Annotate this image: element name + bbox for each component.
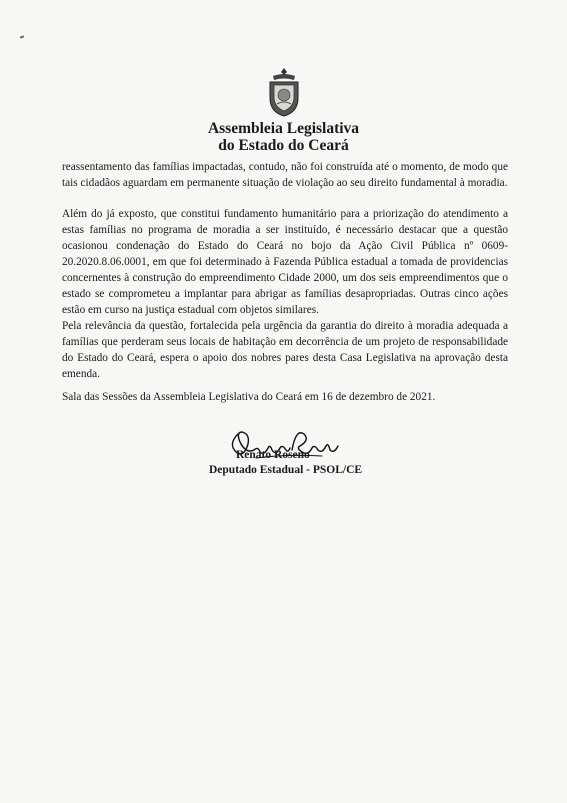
signer-name: Renato Roseno	[236, 449, 310, 461]
paragraph-text: Sala das Sessões da Assembleia Legislativa do Ceará em 16 de dezembro de 2021.	[62, 391, 436, 403]
paragraph-text: reassentamento das famílias impactadas, contudo, não foi construída até o momento, de modo que tais cidadãos aguardam em permanente situação de violação ao seu direito fundamental à moradia.	[62, 161, 508, 189]
closing-line	[62, 389, 508, 405]
institution-name-line2: do Estado do Ceará	[218, 137, 349, 154]
paragraph-3	[62, 318, 508, 382]
paragraph-2	[62, 206, 508, 318]
signer-role: Deputado Estadual - PSOL/CE	[209, 464, 363, 476]
paragraph-1	[62, 159, 508, 191]
paragraph-text: Pela relevância da questão, fortalecida pela urgência da garantia do direito à moradia adequada a famílias que perderam seus locais de habitação em decorrência de um projeto de responsabilidade do Estado do Ceará, espera o apoio dos nobres pares desta Casa Legislativa na aprovação desta emenda.	[62, 320, 508, 380]
paragraph-text: Além do já exposto, que constitui fundamento humanitário para a priorização do atendimento a estas famílias no programa de moradia a ser instituído, é necessário destacar que a questão ocasionou condenação do Estado do Ceará no bojo da Ação Civil Pública nº 0609-20.2020.8.06.0001, em que foi determinado à Fazenda Pública estadual a tomada de providencias concernentes à construção do empreendimento Cidade 2000, um dos seis empreendimentos que o estado se comprometeu a implantar para abrigar as famílias desapropriadas. Outras cinco ações estão em curso na justiça estadual com objetos similares.	[62, 208, 508, 316]
institution-name-line1: Assembleia Legislativa	[207, 120, 360, 137]
coat-of-arms-seal-icon	[265, 66, 303, 118]
scan-speck	[20, 35, 24, 38]
